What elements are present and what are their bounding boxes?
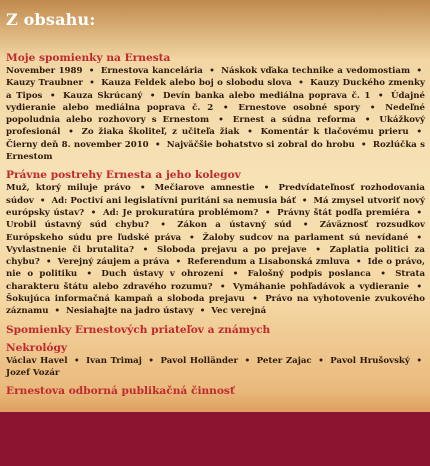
list-item: Právo na vyhotovenie zvukového záznamu	[6, 294, 425, 317]
list-item: Kauza Feldek alebo boj o slobodu slova	[101, 78, 292, 89]
bullet-separator: •	[301, 195, 308, 206]
list-item: Sloboda prejavu a po prejave	[156, 244, 307, 255]
footer-band	[0, 412, 430, 466]
contents-section	[6, 385, 425, 397]
bullet-separator: •	[68, 127, 74, 138]
bullet-separator: •	[142, 244, 149, 255]
contents-section	[6, 342, 425, 380]
section-title: Ernestova odborná publikačná činnosť	[6, 385, 235, 398]
bullet-separator: •	[89, 78, 95, 89]
contents-section	[6, 169, 425, 317]
list-item: Kauzy Traubner	[6, 78, 83, 89]
list-item: Verejný záujem a práva	[57, 257, 170, 268]
list-item: Žaloby sudcov na parlament sú nevídané	[202, 232, 409, 243]
bullet-separator: •	[244, 355, 251, 366]
list-item: Urobil ústavný súd chybu?	[6, 220, 150, 231]
bullet-separator: •	[416, 127, 422, 138]
section-items	[6, 65, 425, 163]
list-item: Rozlúčka s Ernestom	[6, 139, 425, 163]
list-item: Zo žiaka školiteľ, z učiteľa žiak	[81, 127, 240, 138]
bullet-separator: •	[361, 139, 367, 150]
bullet-separator: •	[49, 90, 56, 101]
bullet-separator: •	[364, 115, 371, 126]
bullet-separator: •	[416, 355, 422, 366]
list-item: Nesiahajte na jadro ústavy	[66, 306, 194, 317]
bullet-separator: •	[189, 232, 195, 243]
bullet-separator: •	[199, 306, 206, 317]
bullet-separator: •	[252, 294, 258, 305]
list-item: Mečiarove amnestie	[154, 183, 255, 194]
bullet-separator: •	[154, 139, 161, 150]
bullet-separator: •	[54, 306, 60, 317]
contents-heading: Z obsahu:	[6, 10, 96, 29]
list-item: Devín banka alebo mediálna poprava č. 1	[163, 90, 371, 101]
list-item: Ide o právo, nie o politiku	[6, 257, 425, 280]
bullet-separator: •	[263, 183, 270, 194]
section-title: Moje spomienky na Ernesta	[6, 52, 171, 64]
bullet-separator: •	[315, 244, 321, 255]
list-item: Pavol Hrušovský	[330, 355, 410, 366]
bullet-separator: •	[175, 257, 182, 268]
list-item: Ernest a súdna reforma	[232, 115, 356, 126]
list-item: Zákon a ústavný súd	[177, 220, 292, 231]
section-title: Spomienky Ernestových priateľov a známych	[6, 323, 271, 336]
section-items	[6, 355, 425, 380]
list-item: Nedeľné popoludnia alebo rozhovory s Ernestom	[6, 102, 426, 126]
bullet-separator: •	[149, 90, 156, 101]
bullet-separator: •	[86, 269, 93, 280]
bullet-separator: •	[302, 220, 309, 231]
list-item: Náskok vďaka technike a vedomostiam	[221, 66, 411, 76]
list-item: Vymáhanie pohľadávok a vydieranie	[232, 281, 410, 292]
list-item: Ad: Je prokuratúra problémom?	[102, 207, 259, 218]
list-item: Záväznosť rozsudkov Európskeho súdu pre ľudské práva	[6, 220, 426, 243]
bullet-separator: •	[160, 220, 166, 231]
list-item: Muž, ktorý miluje právo	[6, 183, 131, 194]
list-item: Peter Zajac	[256, 355, 312, 366]
list-item: Strata charakteru štátu alebo zdravého rozumu?	[6, 269, 426, 292]
list-item: Vec verejná	[211, 306, 267, 317]
list-item: Údajné vydieranie alebo mediálna poprava č. 2	[6, 90, 425, 113]
section-title: Právne postrehy Ernesta a jeho kolegov	[6, 169, 241, 182]
list-item: Predvídateľnosť rozhodovania súdov	[6, 183, 426, 206]
section-items	[6, 182, 425, 317]
list-item: Vyvlastnenie či brutalita?	[6, 244, 134, 255]
bullet-separator: •	[416, 66, 422, 76]
list-item: November 1989	[6, 66, 83, 76]
list-item: Ernestove osobné spory	[238, 102, 361, 113]
bullet-separator: •	[218, 115, 224, 126]
bullet-separator: •	[416, 281, 423, 292]
list-item: Ernestova kancelária	[100, 66, 203, 76]
list-item: Ad: Poctiví ani legislatívni puritáni sa nemusia báť	[51, 195, 296, 206]
bullet-separator: •	[148, 355, 154, 366]
bullet-separator: •	[223, 102, 229, 113]
bullet-separator: •	[298, 78, 304, 89]
bullet-separator: •	[88, 66, 95, 76]
list-item: Duch ústavy v ohrození	[101, 269, 224, 280]
list-item: Kauzy Duckého zmenky a Tipos	[6, 78, 425, 101]
list-item: Čierny deň 8. november 2010	[6, 139, 149, 150]
list-item: Najväčšie bohatstvo si zobral do hrobu	[166, 139, 355, 150]
list-item: Komentár k tlačovému prieru	[260, 127, 409, 138]
bullet-separator: •	[219, 281, 226, 292]
list-item: Pavol Holländer	[160, 355, 239, 366]
bullet-separator: •	[369, 102, 376, 113]
bullet-separator: •	[264, 207, 271, 218]
list-item: Jozef Vozár	[6, 367, 60, 378]
bullet-separator: •	[380, 269, 386, 280]
list-item: Má zmysel utvoriť nový európsky ústav?	[6, 195, 425, 218]
bullet-separator: •	[45, 257, 52, 268]
contents-section	[6, 52, 425, 163]
list-item: Šokujúca informačná kampaň a sloboda prejavu	[6, 294, 245, 305]
bullet-separator: •	[318, 355, 324, 366]
contents-list	[6, 52, 425, 403]
contents-section	[6, 324, 425, 336]
list-item: Václav Havel	[6, 355, 68, 366]
bullet-separator: •	[355, 257, 362, 268]
section-title: Nekrológy	[6, 341, 68, 354]
bullet-separator: •	[232, 269, 239, 280]
list-item: Ukážkový profesionál	[6, 115, 425, 138]
bullet-separator: •	[139, 183, 146, 194]
bullet-separator: •	[39, 195, 46, 206]
bullet-separator: •	[377, 90, 384, 101]
list-item: Zaplatia politici za chybu?	[6, 244, 425, 268]
list-item: Právny štát podľa premiéra	[277, 207, 410, 218]
bullet-separator: •	[416, 207, 422, 218]
bullet-separator: •	[247, 127, 253, 138]
bullet-separator: •	[90, 207, 97, 218]
bullet-separator: •	[416, 232, 422, 243]
list-item: Falošný podpis poslanca	[247, 269, 371, 280]
list-item: Kauza Skrúcaný	[63, 90, 143, 101]
list-item: Ivan Trimaj	[86, 355, 142, 366]
bullet-separator: •	[74, 355, 80, 366]
list-item: Referendum a Lisabonská zmluva	[187, 257, 350, 268]
bullet-separator: •	[209, 66, 215, 76]
